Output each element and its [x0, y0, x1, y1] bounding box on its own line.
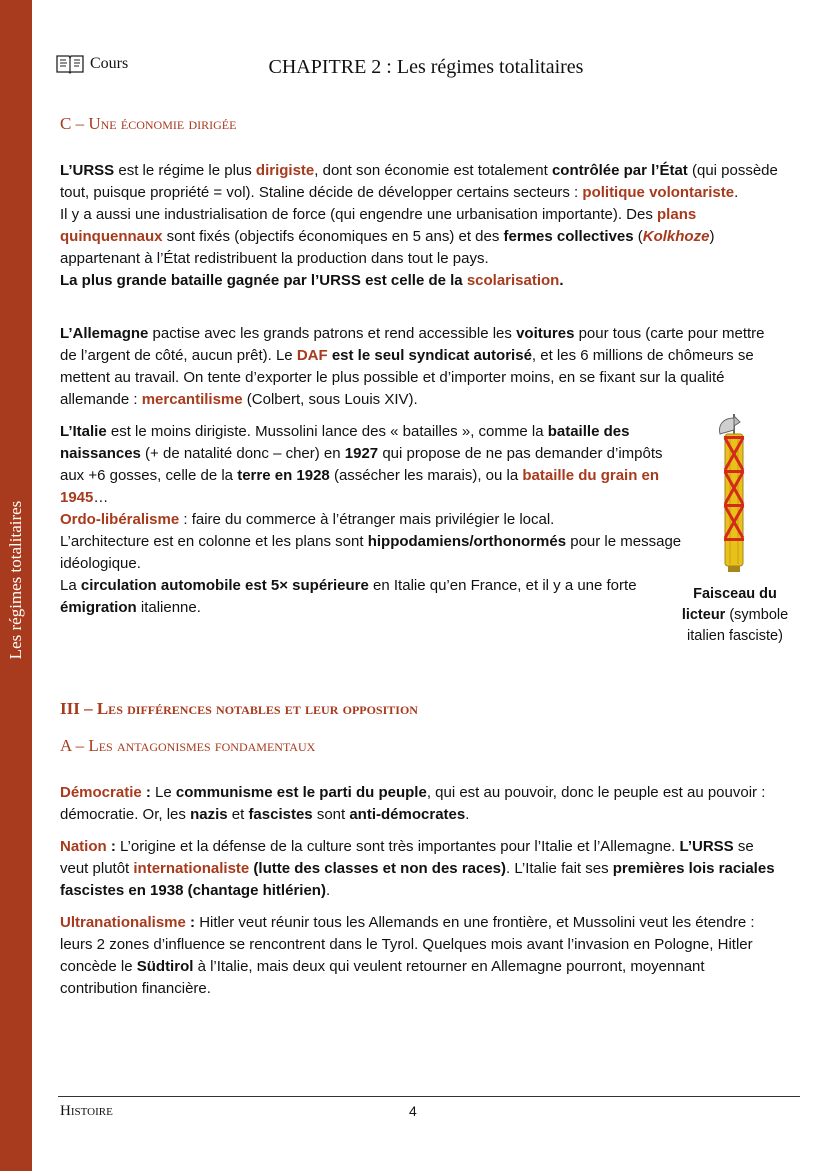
side-band: [0, 0, 32, 1171]
cours-label: Cours: [90, 55, 129, 72]
paragraph-democratie: Démocratie : Le communisme est le parti du peuple, qui est au pouvoir, donc le peuple est au pouvoir : démocratie. Or, les nazis et fascistes sont anti-démocrates.: [60, 784, 766, 823]
figure-caption: Faisceau du licteur (symbole italien fasciste): [681, 586, 789, 644]
footer-subject: Histoire: [60, 1103, 113, 1119]
section-a-heading: A – Les antagonismes fondamentaux: [60, 736, 316, 755]
page-header: [56, 52, 796, 82]
paragraph-allemagne: L’Allemagne pactise avec les grands patrons et rend accessible les voitures pour tous (carte pour mettre de l’argent de côté, aucun prêt). Le DAF est le seul syndicat autorisé, et les 6 millions de chômeurs se mettent au travail. On tente d’exporter le plus possible et d’importer moins, en se fixant sur la qualité allemande : mercantilisme (Colbert, sous Louis XIV).: [60, 325, 765, 408]
chapter-title: CHAPITRE 2 : Les régimes totalitaires: [268, 56, 584, 78]
paragraph-ultranationalisme: Ultranationalisme : Hitler veut réunir tous les Allemands en une frontière, et Mussolini veut les étendre : leurs 2 zones d’influence se rencontrent dans le Tyrol. Quelques mois avant l’invasion en Pologne, Hitler concède le Südtirol à l’Italie, mais deux qui veulent retourner en Allemagne pourront, moyennant contribution financière.: [60, 914, 755, 997]
section-c-heading: C – Une économie dirigée: [60, 114, 237, 133]
fasces-icon: [710, 412, 758, 577]
section-iii-heading: III – Les différences notables et leur opposition: [60, 699, 418, 718]
page-number: 4: [409, 1103, 417, 1119]
side-title: Les régimes totalitaires: [6, 500, 25, 660]
footer-divider: [58, 1096, 800, 1097]
paragraph-urss: L’URSS est le régime le plus dirigiste, dont son économie est totalement contrôlée par l’État (qui possède tout, puisque propriété = vol). Staline décide de développer certains secteurs : politique volontariste. Il y a aussi une industrialisation de force (qui engendre une urbanisation importante). Des plans quinquennaux sont fixés (objectifs économiques en 5 ans) et des fermes collectives (Kolkhoze) appartenant à l’État redistribuent la production dans tout le pays. La plus grande bataille gagnée par l’URSS est celle de la scolarisation.: [60, 162, 778, 289]
paragraph-nation: Nation : L’origine et la défense de la culture sont très importantes pour l’Italie et l’Allemagne. L’URSS se veut plutôt internationaliste (lutte des classes et non des races). L’Italie fait ses premières lois raciales fascistes en 1938 (chantage hitlérien).: [60, 838, 775, 899]
paragraph-italie: L’Italie est le moins dirigiste. Mussolini lance des « batailles », comme la bataille des naissances (+ de natalité donc – cher) en 1927 qui propose de ne pas demander d’impôts aux +6 gosses, celle de la terre en 1928 (assécher les marais), ou la bataille du grain en 1945… Ordo-libéralisme : faire du commerce à l’étranger mais privilégier le local. L’architecture est en colonne et les plans sont hippodamiens/orthonormés pour le message idéologique. La circulation automobile est 5× supérieure en Italie qu’en France, et il y a une forte émigration italienne.: [60, 423, 682, 616]
